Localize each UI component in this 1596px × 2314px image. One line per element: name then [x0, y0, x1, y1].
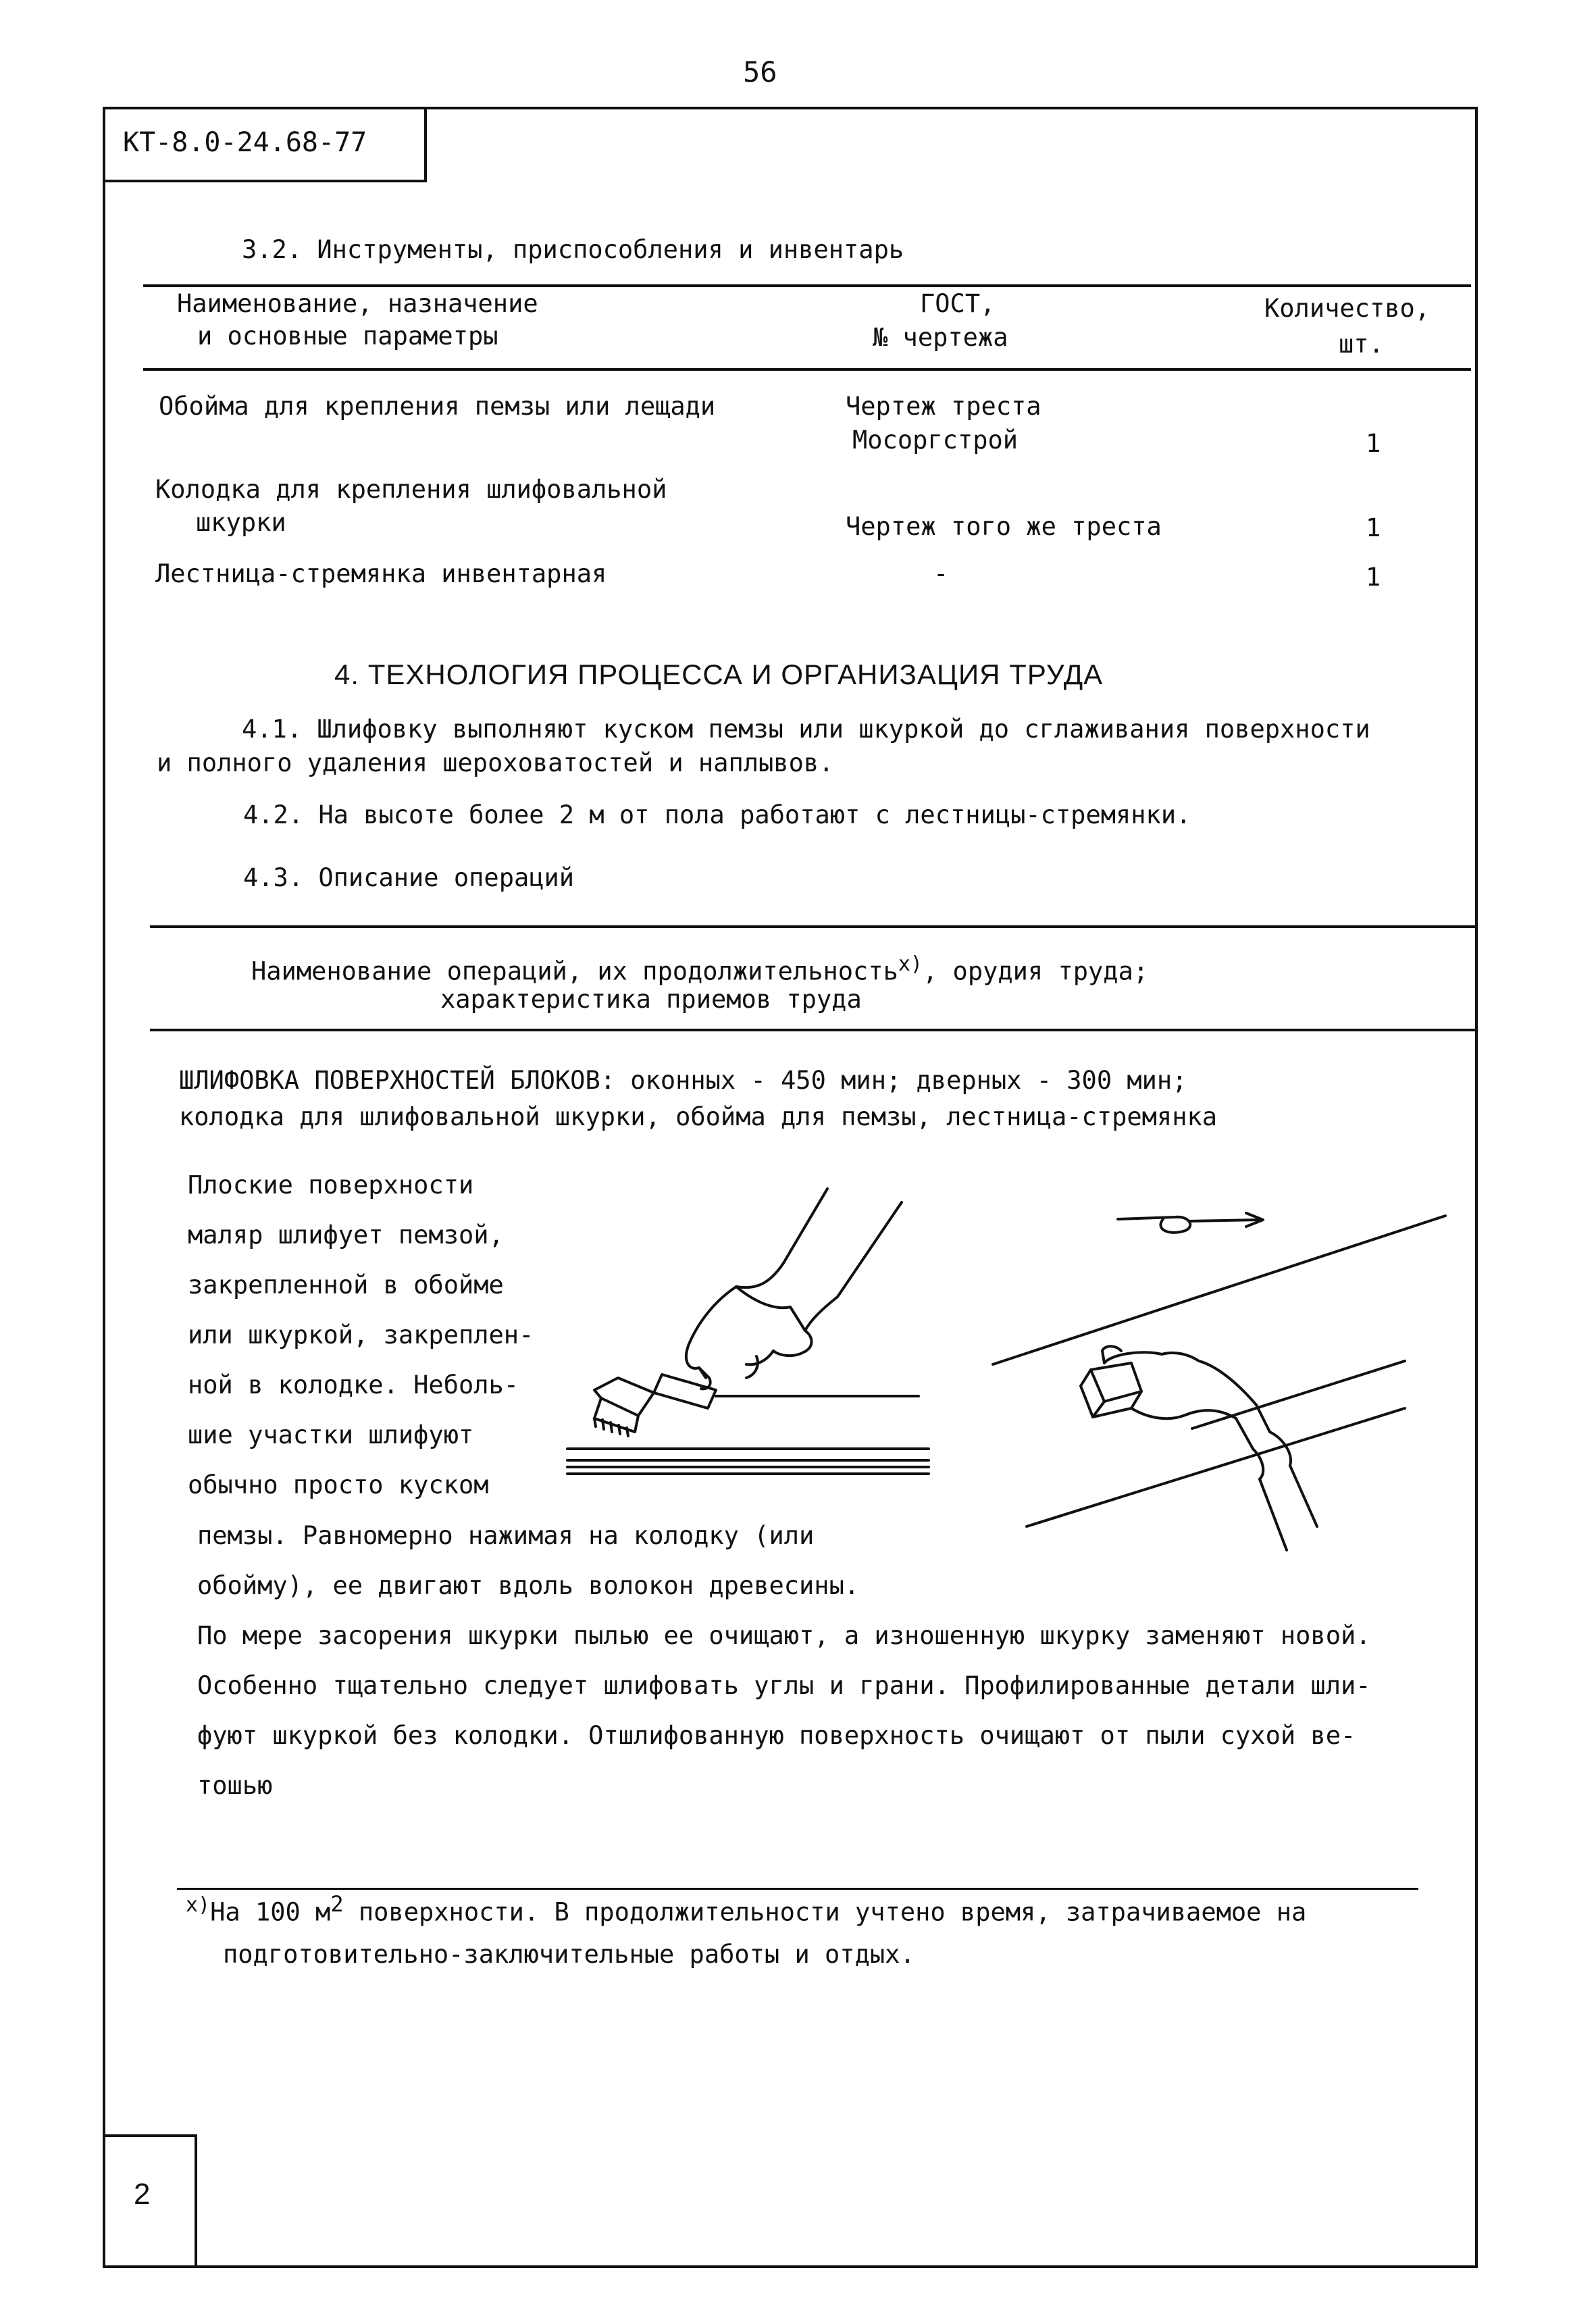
header-qty-line2: шт. — [1339, 330, 1384, 359]
table-header-rule — [143, 368, 1471, 371]
sheet-number: 2 — [103, 2134, 197, 2268]
wide-line-3: По мере засорения шкурки пылью ее очищают, а изношенную шкурку заменяют новой. — [197, 1621, 1371, 1650]
footnote-part2: поверхности. В продолжительности учтено время, затрачиваемое на — [343, 1897, 1307, 1927]
header-name-line2: и основные параметры — [197, 322, 498, 351]
footnote-line2: подготовительно-заключительные работы и отдых. — [223, 1940, 915, 1969]
table-row-1-gost-line1: Чертеж треста — [846, 392, 1041, 421]
footnote-mark: x) — [186, 1893, 211, 1917]
table-row-2-name-line1: Колодка для крепления шлифовальной — [155, 475, 667, 504]
document-code: КТ-8.0-24.68-77 — [103, 107, 427, 182]
ops-header-part1: Наименование операций, их продолжительность — [251, 956, 898, 986]
footnote-part1: На 100 м — [210, 1897, 331, 1927]
table-row-1-qty: 1 — [1366, 429, 1381, 458]
narrow-line-4: или шкуркой, закреплен- — [188, 1320, 534, 1349]
header-gost-line2: № чертежа — [873, 323, 1008, 352]
ops-header-line2: характеристика приемов труда — [440, 985, 862, 1014]
paragraph-4-1-line2: и полного удаления шероховатостей и наплывов. — [157, 748, 834, 777]
narrow-line-7: обычно просто куском — [188, 1470, 489, 1499]
table-row-2-name-line2: шкурки — [196, 508, 286, 537]
ops-table-header-rule — [150, 1029, 1478, 1031]
operation-title-line2: колодка для шлифовальной шкурки, обойма для пемзы, лестница-стремянка — [179, 1102, 1218, 1131]
header-name-line1: Наименование, назначение — [177, 289, 538, 318]
narrow-line-1: Плоские поверхности — [188, 1171, 474, 1200]
paragraph-4-1-line1: 4.1. Шлифовку выполняют куском пемзы или шкуркой до сглаживания поверхности — [242, 715, 1370, 744]
header-qty-line1: Количество, — [1264, 294, 1431, 323]
narrow-line-2: маляр шлифует пемзой, — [188, 1220, 504, 1250]
operation-narrow-text — [188, 1160, 534, 1510]
ops-header-line1 — [251, 952, 1148, 987]
table-row-1-name: Обойма для крепления пемзы или лещади — [159, 392, 716, 421]
wide-line-1: пемзы. Равномерно нажимая на колодку (или — [197, 1521, 815, 1550]
footnote-superscript: 2 — [330, 1891, 344, 1917]
table-row-3-qty: 1 — [1366, 563, 1381, 592]
table-row-2-gost: Чертеж того же треста — [846, 512, 1162, 541]
table-row-3-gost: - — [933, 559, 949, 588]
wide-line-2: обойму), ее двигают вдоль волокон древесины. — [197, 1571, 860, 1600]
wide-line-6: тошью — [197, 1771, 273, 1800]
table-row-2-qty: 1 — [1366, 513, 1381, 542]
narrow-line-6: шие участки шлифуют — [188, 1420, 474, 1449]
header-gost-line1: ГОСТ, — [920, 289, 996, 318]
ops-table-top-rule — [150, 925, 1478, 928]
operation-wide-text-b — [197, 1611, 1371, 1811]
narrow-line-3: закрепленной в обойме — [188, 1270, 504, 1300]
wide-line-4: Особенно тщательно следует шлифовать углы и грани. Профилированные детали шли- — [197, 1671, 1371, 1700]
paragraph-4-3: 4.3. Описание операций — [243, 863, 575, 892]
section-3-2-title: 3.2. Инструменты, приспособления и инвентарь — [242, 235, 904, 264]
ops-header-part2: , орудия труда; — [923, 956, 1149, 986]
footnote-line1 — [186, 1891, 1306, 1928]
footnote-rule — [177, 1888, 1418, 1890]
table-row-3-name: Лестница-стремянка инвентарная — [155, 559, 607, 588]
page-number: 56 — [743, 55, 777, 88]
operation-wide-text-a — [197, 1511, 859, 1611]
paragraph-4-2: 4.2. На высоте более 2 м от пола работают с лестницы-стремянки. — [243, 800, 1191, 829]
table-row-1-gost-line2: Мосоргстрой — [852, 426, 1019, 455]
narrow-line-5: ной в колодке. Неболь- — [188, 1370, 519, 1399]
table-top-rule — [143, 284, 1471, 287]
operation-title-line1: ШЛИФОВКА ПОВЕРХНОСТЕЙ БЛОКОВ: оконных - 450 мин; дверных - 300 мин; — [179, 1066, 1187, 1095]
wide-line-5: фуют шкуркой без колодки. Отшлифованную поверхность очищают от пыли сухой ве- — [197, 1721, 1356, 1750]
section-4-title: 4. ТЕХНОЛОГИЯ ПРОЦЕССА И ОРГАНИЗАЦИЯ ТРУДА — [334, 659, 1104, 690]
illustration-sanding-block — [554, 1175, 932, 1493]
ops-header-footnote-mark: x) — [898, 952, 923, 976]
illustration-pumice-hand — [986, 1189, 1459, 1621]
